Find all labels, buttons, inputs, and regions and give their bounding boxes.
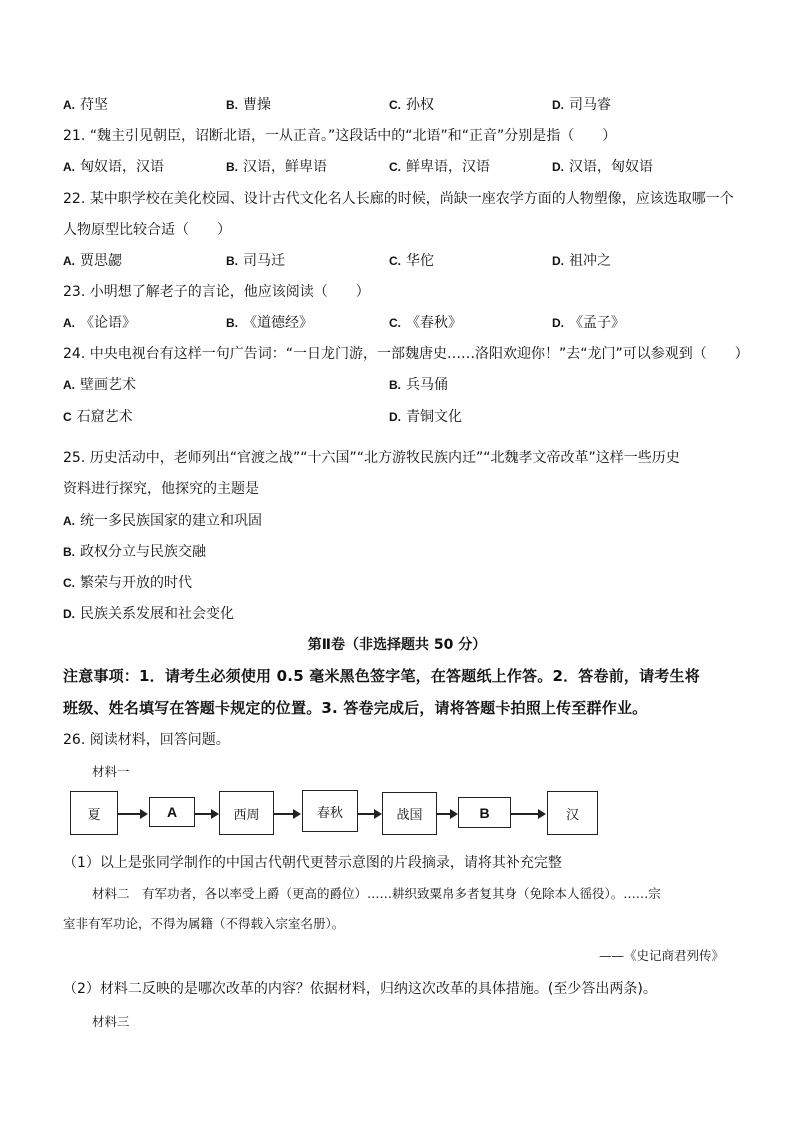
q23-option-b: B. 《道德经》 [226,315,313,331]
q20-option-b: B. 曹操 [226,97,271,113]
q20-option-d: D. 司马睿 [552,97,611,113]
q26-sub1: （1）以上是张同学制作的中国古代朝代更替示意图的片段摘录，请将其补充完整 [63,855,562,871]
q22-option-a: A. 贾思勰 [63,253,122,269]
q25-option-b: B. 政权分立与民族交融 [63,544,206,560]
q22-option-c: C. 华佗 [389,253,434,269]
flow-box-xizhou: 西周 [219,791,274,835]
q24-option-c: C 石窟艺术 [63,409,133,425]
q22-stem-line1: 22. 某中职学校在美化校园、设计古代文化名人长廊的时候，尚缺一座农学方面的人物塑像，应该选取哪一个 [63,191,734,207]
q26-stem: 26. 阅读材料，回答问题。 [63,732,230,748]
flow-arrow [511,813,539,815]
flow-box-chunqiu: 春秋 [302,790,358,832]
flow-arrow [118,813,141,815]
material3-label: 材料三 [92,1014,130,1029]
q24-option-b: B. 兵马俑 [389,377,448,393]
notice-line2: 班级、姓名填写在答题卡规定的位置。3. 答卷完成后，请将答题卡拍照上传至群作业。 [63,699,648,717]
q21-option-d: D. 汉语，匈奴语 [552,159,653,175]
q25-option-d: D. 民族关系发展和社会变化 [63,606,234,622]
flow-box-b: B [458,797,511,828]
flow-arrow [437,813,451,815]
q23-option-a: A. 《论语》 [63,315,136,331]
q23-option-d: D. 《孟子》 [552,315,625,331]
q22-stem-line2: 人物原型比较合适（ ） [63,222,231,238]
q20-option-c: C. 孙权 [389,97,434,113]
q25-option-a: A. 统一多民族国家的建立和巩固 [63,513,262,529]
q21-option-c: C. 鲜卑语，汉语 [389,159,490,175]
q21-stem: 21. “魏主引见朝臣，诏断北语，一从正音。”这段话中的“北语”和“正音”分别是指（ ） [63,128,617,144]
q22-option-b: B. 司马迁 [226,253,285,269]
section2-title: 第Ⅱ卷（非选择题共 50 分） [307,637,487,653]
material1-label: 材料一 [92,764,130,779]
flow-box-zhanguo: 战国 [382,792,437,835]
q26-sub2: （2）材料二反映的是哪次改革的内容？依据材料，归纳这次改革的具体措施。(至少答出两条)。 [63,981,657,997]
flow-box-a: A [149,797,195,827]
q25-option-c: C. 繁荣与开放的时代 [63,575,192,591]
material2-source: ——《史记商君列传》 [598,948,724,963]
flow-box-han: 汉 [547,791,598,835]
material2-line2: 室非有军功论，不得为属籍（不得载入宗室名册）。 [63,916,345,931]
q21-option-b: B. 汉语，鲜卑语 [226,159,327,175]
flow-arrow [274,813,294,815]
q25-stem-line2: 资料进行探究，他探究的主题是 [63,481,259,497]
flow-arrow [195,813,212,815]
q20-option-a: A. 苻坚 [63,97,108,113]
notice-line1: 注意事项：1．请考生必须使用 0.5 毫米黑色签字笔，在答题纸上作答。2．答卷前，请考生将 [63,667,700,685]
q24-stem: 24. 中央电视台有这样一句广告词：“一日龙门游，一部魏唐史……洛阳欢迎你！”去“龙门”可以参观到（ ） [63,346,749,362]
flow-arrow [358,813,375,815]
q25-stem-line1: 25. 历史活动中，老师列出“官渡之战”“十六国”“北方游牧民族内迁”“北魏孝文帝改革”这样一些历史 [63,450,680,466]
material2-line1: 材料二 有军功者，各以率受上爵（更高的爵位）……耕织致粟帛多者复其身（免除本人徭役）。……宗 [92,886,661,901]
q23-stem: 23. 小明想了解老子的言论，他应该阅读（ ） [63,284,370,300]
q24-option-d: D. 青铜文化 [389,409,462,425]
q24-option-a: A. 壁画艺术 [63,377,136,393]
flow-box-xia: 夏 [70,791,118,835]
q21-option-a: A. 匈奴语，汉语 [63,159,164,175]
q23-option-c: C. 《春秋》 [389,315,462,331]
q22-option-d: D. 祖冲之 [552,253,611,269]
